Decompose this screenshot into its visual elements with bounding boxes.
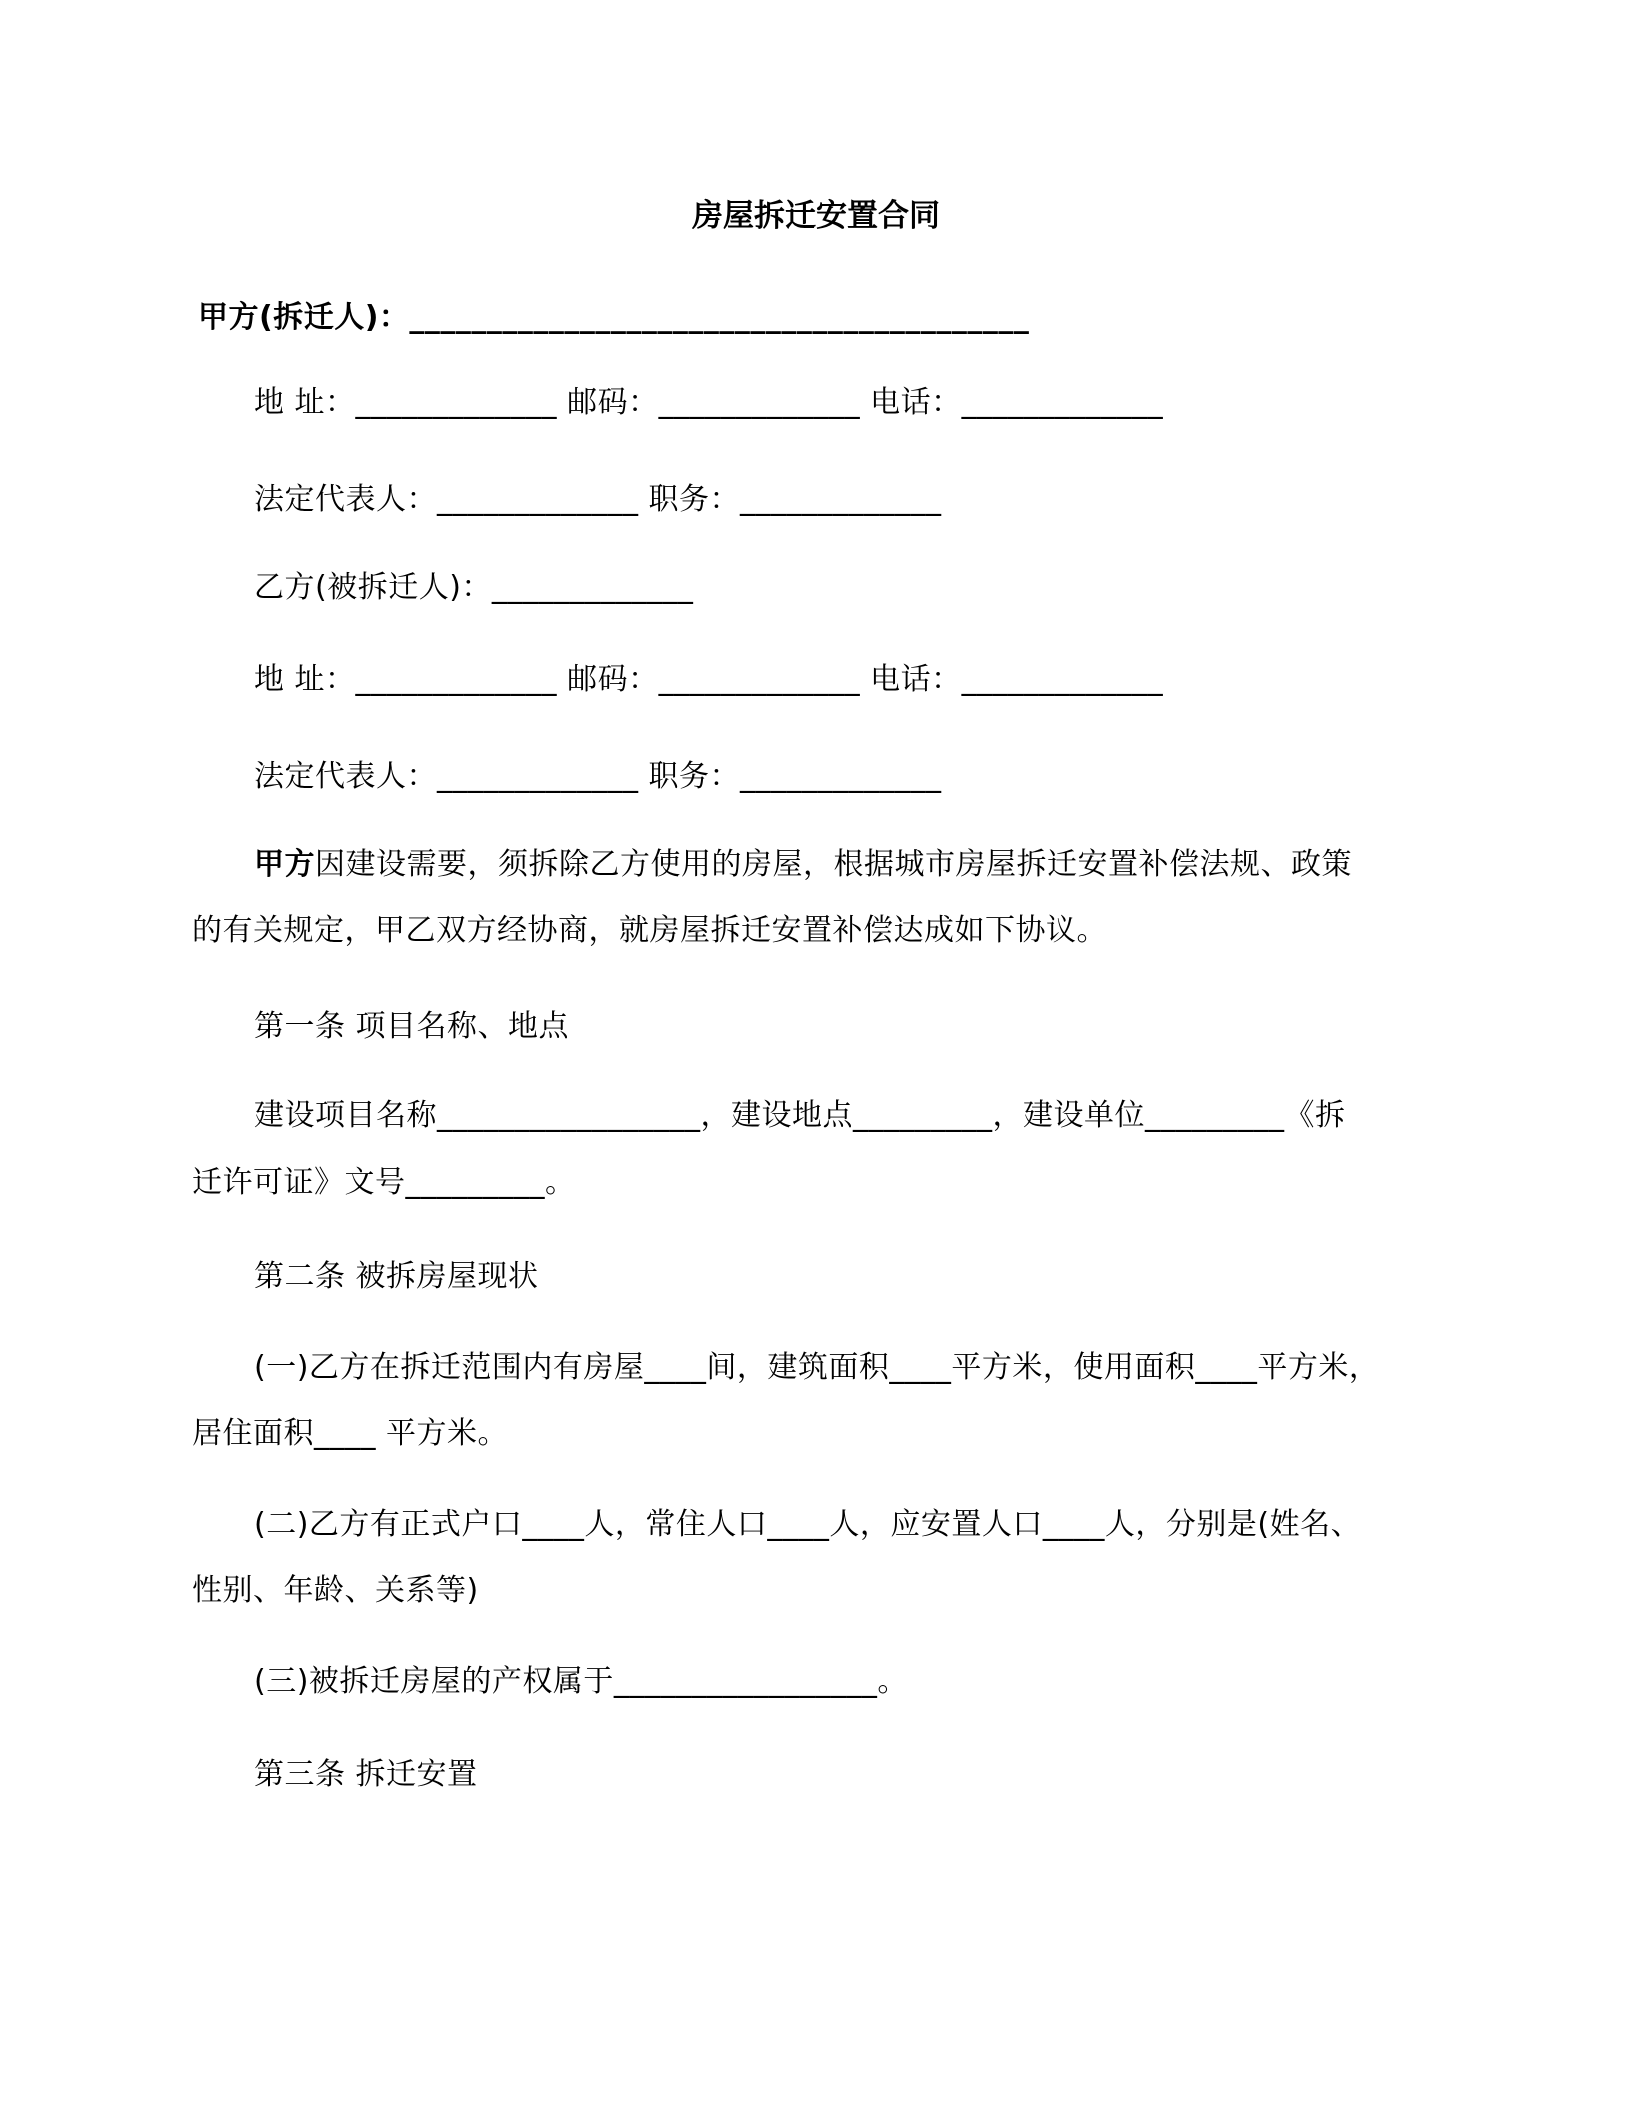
article-2-item-2-line-1: (二)乙方有正式户口____人，常住人口____人，应安置人口____人，分别是(姓名、 <box>254 1507 1362 1542</box>
document-title: 房屋拆迁安置合同 <box>692 198 940 234</box>
party-b-representative-line: 法定代表人：_____________ 职务：_____________ <box>254 759 942 794</box>
article-1-line-2: 迁许可证》文号_________。 <box>192 1165 576 1200</box>
article-2-heading: 第二条 被拆房屋现状 <box>254 1259 539 1294</box>
party-a-representative-line: 法定代表人：_____________ 职务：_____________ <box>254 482 942 517</box>
intro-party-a-bold: 甲方 <box>254 847 315 882</box>
article-2-item-1-line-1: (一)乙方在拆迁范围内有房屋____间，建筑面积____平方米，使用面积____平方米， <box>254 1350 1380 1385</box>
article-3-heading: 第三条 拆迁安置 <box>254 1757 478 1792</box>
article-1-line-1: 建设项目名称_________________，建设地点_________，建设单位_________《拆 <box>254 1098 1346 1133</box>
article-1-heading: 第一条 项目名称、地点 <box>254 1009 570 1044</box>
article-2-item-2-line-2: 性别、年龄、关系等) <box>192 1573 479 1608</box>
party-a-address-line: 地 址：_____________ 邮码：_____________ 电话：_____________ <box>254 385 1164 420</box>
party-a-line: 甲方(拆迁人)：________________________________________ <box>198 300 1030 335</box>
article-2-item-3: (三)被拆迁房屋的产权属于_________________。 <box>254 1664 908 1699</box>
intro-paragraph-line-2: 的有关规定，甲乙双方经协商，就房屋拆迁安置补偿达成如下协议。 <box>192 913 1107 948</box>
article-2-item-1-line-2: 居住面积____ 平方米。 <box>192 1416 509 1451</box>
intro-line-1-rest: 因建设需要，须拆除乙方使用的房屋，根据城市房屋拆迁安置补偿法规、政策 <box>315 847 1352 882</box>
party-b-line: 乙方(被拆迁人)：_____________ <box>254 570 694 605</box>
intro-paragraph-line-1 <box>254 845 1352 885</box>
party-b-address-line: 地 址：_____________ 邮码：_____________ 电话：_____________ <box>254 662 1164 697</box>
